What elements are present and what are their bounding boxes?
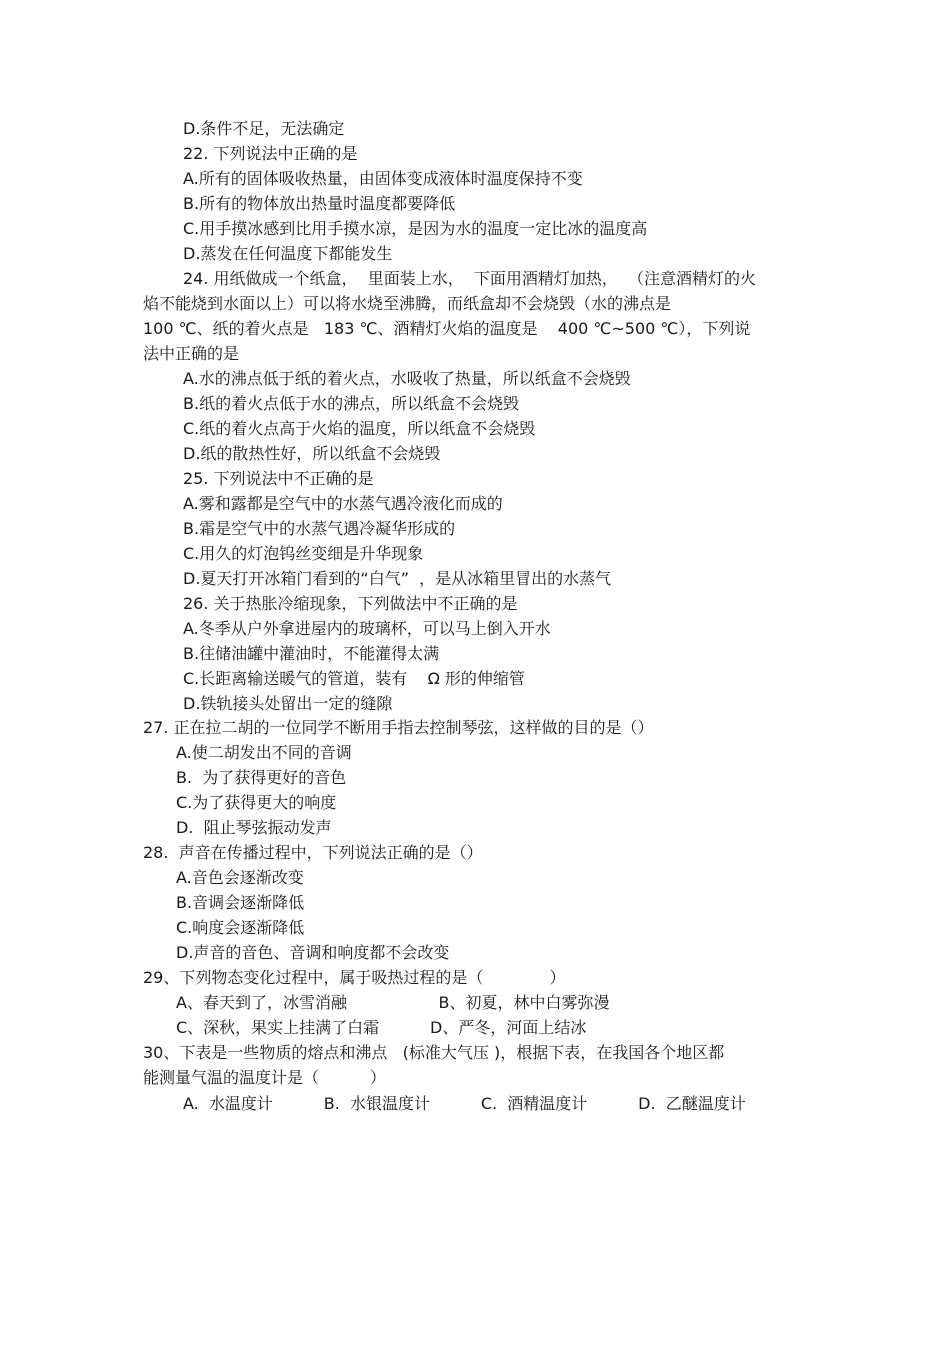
q24-stem-line3: 100 ℃、纸的着火点是 183 ℃、酒精灯火焰的温度是 400 ℃~500 ℃），下列说: [143, 319, 751, 338]
q26-option-a: A.冬季从户外拿进屋内的玻璃杯，可以马上倒入开水: [183, 619, 551, 638]
q27-stem: 27. 正在拉二胡的一位同学不断用手指去控制琴弦，这样做的目的是（）: [143, 718, 654, 737]
q25-option-d: D.夏天打开冰箱门看到的“白气” ，是从冰箱里冒出的水蒸气: [183, 569, 612, 588]
q21-option-d: D.条件不足，无法确定: [183, 119, 345, 138]
q27-option-b: B. 为了获得更好的音色: [176, 768, 347, 787]
q22-option-a: A.所有的固体吸收热量，由固体变成液体时温度保持不变: [183, 169, 583, 188]
q24-stem-line1: 24. 用纸做成一个纸盒， 里面装上水， 下面用酒精灯加热， （注意酒精灯的火: [183, 269, 757, 288]
q28-option-b: B.音调会逐渐降低: [176, 893, 305, 912]
q27-option-a: A.使二胡发出不同的音调: [176, 743, 352, 762]
q22-option-c: C.用手摸冰感到比用手摸水凉，是因为水的温度一定比冰的温度高: [183, 219, 648, 238]
q28-option-a: A.音色会逐渐改变: [176, 868, 304, 887]
q22-stem: 22. 下列说法中正确的是: [183, 144, 358, 163]
q25-stem: 25. 下列说法中不正确的是: [183, 469, 374, 488]
q30-options: A. 水温度计 B. 水银温度计 C. 酒精温度计 D. 乙醚温度计: [183, 1094, 746, 1113]
q22-option-b: B.所有的物体放出热量时温度都要降低: [183, 194, 456, 213]
q24-stem-line4: 法中正确的是: [143, 344, 240, 363]
q24-option-b: B.纸的着火点低于水的沸点，所以纸盒不会烧毁: [183, 394, 520, 413]
q24-option-a: A.水的沸点低于纸的着火点，水吸收了热量，所以纸盒不会烧毁: [183, 369, 631, 388]
q30-stem-line2: 能测量气温的温度计是（ ）: [143, 1068, 386, 1087]
q26-option-d: D.铁轨接头处留出一定的缝隙: [183, 694, 393, 713]
q28-option-c: C.响度会逐渐降低: [176, 918, 305, 937]
q29-options-ab: A、春天到了，冰雪消融 B、初夏，林中白雾弥漫: [176, 993, 610, 1012]
q26-option-c: C.长距离输送暖气的管道，装有 Ω 形的伸缩管: [183, 669, 525, 688]
q28-stem: 28. 声音在传播过程中，下列说法正确的是（）: [143, 843, 483, 862]
q24-stem-line2: 焰不能烧到水面以上）可以将水烧至沸腾，而纸盒却不会烧毁（水的沸点是: [143, 294, 672, 313]
q25-option-a: A.雾和露都是空气中的水蒸气遇冷液化而成的: [183, 494, 503, 513]
q24-option-c: C.纸的着火点高于火焰的温度，所以纸盒不会烧毁: [183, 419, 536, 438]
q28-option-d: D.声音的音色、音调和响度都不会改变: [176, 943, 450, 962]
q29-stem: 29、下列物态变化过程中，属于吸热过程的是（ ）: [143, 968, 566, 987]
q24-option-d: D.纸的散热性好，所以纸盒不会烧毁: [183, 444, 441, 463]
q27-option-d: D. 阻止琴弦振动发声: [176, 818, 332, 837]
q22-option-d: D.蒸发在任何温度下都能发生: [183, 244, 393, 263]
q25-option-b: B.霜是空气中的水蒸气遇冷凝华形成的: [183, 519, 456, 538]
q26-option-b: B.往储油罐中灌油时，不能灌得太满: [183, 644, 440, 663]
q25-option-c: C.用久的灯泡钨丝变细是升华现象: [183, 544, 424, 563]
q29-options-cd: C、深秋，果实上挂满了白霜 D、严冬，河面上结冰: [176, 1018, 587, 1037]
q27-option-c: C.为了获得更大的响度: [176, 793, 337, 812]
q30-stem-line1: 30、下表是一些物质的熔点和沸点 (标准大气压 )，根据下表，在我国各个地区都: [143, 1043, 725, 1062]
q26-stem: 26. 关于热胀冷缩现象，下列做法中不正确的是: [183, 594, 518, 613]
